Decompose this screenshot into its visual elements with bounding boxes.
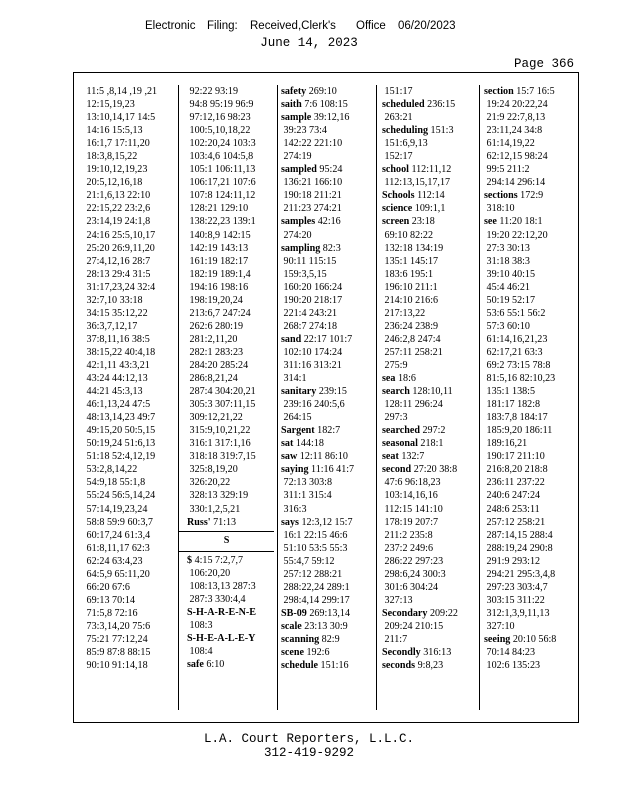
index-entry: S-H-A-R-E-N-E	[187, 606, 256, 618]
index-entry-continuation: 55:4,7 59:12	[281, 555, 335, 567]
index-entry-continuation: 108:3	[187, 619, 213, 631]
filing-word-received: Received,Clerk's	[250, 20, 336, 32]
index-entry-continuation: 190:17 211:10	[484, 451, 545, 463]
index-entry-continuation: 46:1,13,24 47:5	[84, 399, 151, 411]
index-entry-continuation: 301:6 304:24	[382, 581, 439, 593]
index-entry-continuation: 81:5,16 82:10,23	[484, 373, 556, 385]
index-entry-continuation: 28:13 29:4 31:5	[84, 268, 151, 280]
index-entry-continuation: 102:20,24 103:3	[187, 138, 256, 150]
index-entry-continuation: 237:2 249:6	[382, 542, 434, 554]
filing-word-filing: Filing:	[207, 20, 238, 32]
index-entry: saith 7:6 108:15	[281, 99, 348, 111]
index-entry-continuation: 31:17,23,24 32:4	[84, 281, 156, 293]
index-entry-continuation: 19:24 20:22,24	[484, 99, 548, 111]
index-entry-continuation: 128:11 296:24	[382, 399, 443, 411]
index-entry: science 109:1,1	[382, 203, 446, 215]
index-entry-continuation: 217:13,22	[382, 307, 426, 319]
index-column-3	[277, 85, 373, 710]
index-entry-continuation: 54:9,18 55:1,8	[84, 477, 146, 489]
index-entry-continuation: 297:3	[382, 412, 408, 424]
index-entry-continuation: 132:18 134:19	[382, 242, 444, 254]
index-entry: safe 6:10	[187, 658, 225, 670]
index-entry-continuation: 36:3,7,12,17	[84, 320, 138, 332]
index-entry: sand 22:17 101:7	[281, 333, 353, 345]
index-entry-continuation: 55:24 56:5,14,24	[84, 490, 156, 502]
index-entry-continuation: 51:10 53:5 55:3	[281, 542, 348, 554]
index-entry-continuation: 21:1,6,13 22:10	[84, 190, 151, 202]
index-entry-continuation: 298:4,14 299:17	[281, 594, 350, 606]
index-entry-continuation: 311:16 313:21	[281, 359, 342, 371]
index-entry-continuation: 102:6 135:23	[484, 660, 541, 672]
index-entry-continuation: 325:8,19,20	[187, 464, 238, 476]
index-entry-continuation: 44:21 45:3,13	[84, 386, 143, 398]
index-entry-continuation: 312:1,3,9,11,13	[484, 607, 550, 619]
index-entry-continuation: 136:21 166:10	[281, 177, 343, 189]
index-entry-continuation: 97:12,16 98:23	[187, 112, 251, 124]
index-entry-continuation: 303:15 311:22	[484, 594, 545, 606]
index-entry-continuation: 315:9,10,21,22	[187, 425, 251, 437]
index-entry-continuation: 190:18 211:21	[281, 190, 342, 202]
index-entry-continuation: 236:24 238:9	[382, 320, 439, 332]
index-entry: seasonal 218:1	[382, 438, 444, 450]
index-entry-continuation: 160:20 166:24	[281, 281, 343, 293]
index-entry-continuation: 99:5 211:2	[484, 164, 530, 176]
index-entry: scale 23:13 30:9	[281, 620, 348, 632]
index-entry: sat 144:18	[281, 438, 324, 450]
index-entry: says 12:3,12 15:7	[281, 516, 353, 528]
index-entry: SB-09 269:13,14	[281, 607, 350, 619]
index-entry-continuation: 151:6,9,13	[382, 138, 428, 150]
index-entry-continuation: 51:18 52:4,12,19	[84, 451, 156, 463]
index-entry-continuation: 62:12,15 98:24	[484, 151, 548, 163]
index-entry-continuation: 38:15,22 40:4,18	[84, 346, 156, 358]
index-entry-continuation: 190:20 218:17	[281, 294, 343, 306]
index-entry-continuation: 257:12 258:21	[484, 516, 546, 528]
index-entry-continuation: 112:13,15,17,17	[382, 177, 451, 189]
index-entry-continuation: 16:1 22:15 46:6	[281, 529, 348, 541]
index-entry-continuation: 47:6 96:18,23	[382, 477, 441, 489]
index-entry-continuation: 64:5,9 65:11,20	[84, 568, 150, 580]
index-entry-continuation: 257:11 258:21	[382, 346, 443, 358]
index-entry-continuation: 45:4 46:21	[484, 281, 530, 293]
index-entry: see 11:20 18:1	[484, 216, 543, 228]
index-entry: sampling 82:3	[281, 242, 341, 254]
index-entry-continuation: 211:7	[382, 633, 408, 645]
index-entry-continuation: 185:9,20 186:11	[484, 425, 553, 437]
index-entry-continuation: 50:19,24 51:6,13	[84, 438, 156, 450]
index-column-2	[178, 85, 274, 710]
index-entry-continuation: 31:18 38:3	[484, 255, 530, 267]
index-entry-continuation: 330:1,2,5,21	[187, 503, 241, 515]
index-entry-continuation: 142:22 221:10	[281, 138, 343, 150]
index-entry-continuation: 196:10 211:1	[382, 281, 438, 293]
index-entry-continuation: 69:2 73:15 78:8	[484, 359, 551, 371]
index-entry: sampled 95:24	[281, 164, 343, 176]
filing-date: 06/20/2023	[398, 20, 456, 32]
index-entry-continuation: 239:16 240:5,6	[281, 399, 345, 411]
index-entry-continuation: 248:6 253:11	[484, 503, 540, 515]
index-entry: scanning 82:9	[281, 633, 340, 645]
index-entry-continuation: 16:1,7 17:11,20	[84, 138, 150, 150]
page-number: Page 366	[513, 57, 574, 71]
index-entry-continuation: 92:22 93:19	[187, 86, 239, 97]
index-column-5	[479, 85, 577, 710]
index-entry-continuation: 60:17,24 61:3,4	[84, 529, 151, 541]
index-entry-continuation: 103:4,6 104:5,8	[187, 151, 254, 163]
index-entry-continuation: 297:23 303:4,7	[484, 581, 548, 593]
index-entry-continuation: 58:8 59:9 60:3,7	[84, 516, 153, 528]
reporter-phone: 312-419-9292	[263, 746, 354, 760]
index-entry-continuation: 107:8 124:11,12	[187, 190, 256, 202]
index-entry-continuation: 274:19	[281, 151, 312, 163]
index-entry-continuation: 135:1 138:5	[484, 386, 536, 398]
index-entry-continuation: 135:1 145:17	[382, 255, 439, 267]
index-entry-continuation: 326:20,22	[187, 477, 231, 489]
index-entry-continuation: 209:24 210:15	[382, 620, 444, 632]
index-entry-continuation: 53:6 55:1 56:2	[484, 307, 546, 319]
index-entry-continuation: 161:19 182:17	[187, 255, 249, 267]
index-entry-continuation: 257:12 288:21	[281, 568, 343, 580]
index-entry-continuation: 182:19 189:1,4	[187, 268, 251, 280]
index-entry-continuation: 287:3 330:4,4	[187, 593, 246, 605]
index-entry-continuation: 178:19 207:7	[382, 516, 439, 528]
index-entry-continuation: 62:24 63:4,23	[84, 555, 143, 567]
index-entry-continuation: 282:1 283:23	[187, 346, 244, 358]
index-entry-continuation: 287:14,15 288:4	[484, 529, 553, 541]
index-entry: Sargent 182:7	[281, 425, 341, 437]
index-entry: screen 23:18	[382, 216, 435, 228]
index-entry-continuation: 268:7 274:18	[281, 320, 338, 332]
index-entry-continuation: 12:15,19,23	[84, 99, 135, 111]
index-entry-continuation: 318:10	[484, 203, 515, 215]
index-entry-continuation: 53:2,8,14,22	[84, 464, 138, 476]
index-column-1	[84, 85, 175, 710]
footer	[0, 732, 618, 760]
index-entry-continuation: 216:8,20 218:8	[484, 464, 548, 476]
index-entry: search 128:10,11	[382, 386, 453, 398]
index-entry-continuation: 27:4,12,16 28:7	[84, 255, 151, 267]
index-entry-continuation: 311:1 315:4	[281, 490, 332, 502]
index-entry-continuation: 213:6,7 247:24	[187, 307, 251, 319]
index-entry-continuation: 90:10 91:14,18	[84, 660, 148, 672]
index-entry-continuation: 294:21 295:3,4,8	[484, 568, 556, 580]
index-entry: section 15:7 16:5	[484, 86, 555, 97]
index-entry-continuation: 57:14,19,23,24	[84, 503, 148, 515]
index-entry-continuation: 22:15,22 23:2,6	[84, 203, 151, 215]
index-entry-continuation: 287:4 304:20,21	[187, 386, 256, 398]
index-entry-continuation: 214:10 216:6	[382, 294, 439, 306]
index-column-4	[376, 85, 476, 710]
index-entry: searched 297:2	[382, 425, 446, 437]
index-entry-continuation: 69:10 82:22	[382, 229, 434, 241]
index-entry-continuation: 21:9 22:7,8,13	[484, 112, 546, 124]
index-entry-continuation: 286:8,21,24	[187, 373, 238, 385]
index-entry-continuation: 314:1	[281, 373, 307, 385]
index-frame	[73, 72, 579, 723]
index-entry: scheduled 236:15	[382, 99, 456, 111]
index-entry: Schools 112:14	[382, 190, 445, 202]
index-letter-heading: S	[179, 531, 274, 552]
index-entry-continuation: 34:15 35:12,22	[84, 307, 148, 319]
index-entry-continuation: 105:1 106:11,13	[187, 164, 256, 176]
index-entry-continuation: 14:16 15:5,13	[84, 125, 143, 137]
index-entry-continuation: 211:2 235:8	[382, 529, 433, 541]
index-entry-continuation: 262:6 280:19	[187, 320, 244, 332]
filing-word-office: Office	[356, 20, 386, 32]
index-entry: seat 132:7	[382, 451, 425, 463]
index-entry: second 27:20 38:8	[382, 464, 458, 476]
index-entry-continuation: 23:11,24 34:8	[484, 125, 543, 137]
index-entry-continuation: 128:21 129:10	[187, 203, 249, 215]
index-entry-continuation: 138:22,23 139:1	[187, 216, 256, 228]
index-entry-continuation: 39:23 73:4	[281, 125, 327, 137]
index-entry-continuation: 211:23 274:21	[281, 203, 342, 215]
index-entry-continuation: 181:17 182:8	[484, 399, 541, 411]
index-entry: sample 39:12,16	[281, 112, 350, 124]
index-entry-continuation: 305:3 307:11,15	[187, 399, 256, 411]
index-entry-continuation: 108:4	[187, 645, 213, 657]
index-entry-continuation: 194:16 198:16	[187, 281, 249, 293]
index-entry-continuation: 291:9 293:12	[484, 555, 541, 567]
index-entry-continuation: 288:19,24 290:8	[484, 542, 553, 554]
index-entry-continuation: 69:13 70:14	[84, 594, 136, 606]
index-entry-continuation: 281:2,11,20	[187, 333, 238, 345]
index-entry: sections 172:9	[484, 190, 544, 202]
index-entry: scheduling 151:3	[382, 125, 454, 137]
index-entry: safety 269:10	[281, 86, 337, 97]
index-entry-continuation: 49:15,20 50:5,15	[84, 425, 156, 437]
index-entry-continuation: 85:9 87:8 88:15	[84, 647, 151, 659]
index-entry-continuation: 275:9	[382, 359, 408, 371]
index-entry-continuation: 328:13 329:19	[187, 490, 249, 502]
index-entry-continuation: 183:6 195:1	[382, 268, 434, 280]
index-entry-continuation: 90:11 115:15	[281, 255, 337, 267]
index-entry-continuation: 100:5,10,18,22	[187, 125, 251, 137]
index-entry: $ 4:15 7:2,7,7	[187, 554, 244, 566]
index-entry-continuation: 198:19,20,24	[187, 294, 243, 306]
index-entry: saying 11:16 41:7	[281, 464, 355, 476]
index-entry-continuation: 221:4 243:21	[281, 307, 338, 319]
index-entry-continuation: 298:6,24 300:3	[382, 568, 446, 580]
index-entry-continuation: 37:8,11,16 38:5	[84, 333, 150, 345]
index-entry-continuation: 183:7,8 184:17	[484, 412, 548, 424]
filing-word-electronic: Electronic	[145, 20, 196, 32]
index-entry-continuation: 73:3,14,20 75:6	[84, 620, 151, 632]
index-entry-continuation: 19:20 22:12,20	[484, 229, 548, 241]
index-entry-continuation: 61:14,16,21,23	[484, 333, 548, 345]
index-entry-continuation: 142:19 143:13	[187, 242, 249, 254]
transcript-date: June 14, 2023	[260, 36, 358, 50]
index-entry-continuation: 42:1,11 43:3,21	[84, 359, 150, 371]
index-entry-continuation: 71:5,8 72:16	[84, 607, 138, 619]
index-entry-continuation: 62:17,21 63:3	[484, 346, 543, 358]
index-entry-continuation: 20:5,12,16,18	[84, 177, 143, 189]
index-entry: sea 18:6	[382, 373, 416, 385]
index-entry-continuation: 61:14,19,22	[484, 138, 535, 150]
index-entry: sanitary 239:15	[281, 386, 347, 398]
index-entry-continuation: 11:5 ,8,14 ,19 ,21	[84, 86, 158, 97]
index-entry-continuation: 264:15	[281, 412, 312, 424]
index-entry-continuation: 39:10 40:15	[484, 268, 536, 280]
index-entry-continuation: 288:22,24 289:1	[281, 581, 350, 593]
index-entry-continuation: 66:20 67:6	[84, 581, 130, 593]
index-entry-continuation: 316:3	[281, 503, 307, 515]
index-entry-continuation: 318:18 319:7,15	[187, 451, 256, 463]
index-entry-continuation: 70:14 84:23	[484, 647, 536, 659]
index-entry: scene 192:6	[281, 647, 330, 659]
index-entry-continuation: 13:10,14,17 14:5	[84, 112, 156, 124]
index-entry-continuation: 103:14,16,16	[382, 490, 438, 502]
index-entry-continuation: 48:13,14,23 49:7	[84, 412, 156, 424]
index-entry-continuation: 106:17,21 107:6	[187, 177, 256, 189]
index-entry-continuation: 72:13 303:8	[281, 477, 333, 489]
index-entry-continuation: 43:24 44:12,13	[84, 373, 148, 385]
index-entry: seconds 9:8,23	[382, 660, 444, 672]
index-entry-continuation: 327:10	[484, 620, 515, 632]
index-entry-continuation: 102:10 174:24	[281, 346, 343, 358]
index-entry-continuation: 140:8,9 142:15	[187, 229, 251, 241]
index-entry-continuation: 61:8,11,17 62:3	[84, 542, 150, 554]
index-entry-continuation: 19:10,12,19,23	[84, 164, 148, 176]
index-entry-continuation: 75:21 77:12,24	[84, 633, 148, 645]
index-entry-continuation: 18:3,8,15,22	[84, 151, 138, 163]
index-entry: Russ' 71:13	[187, 516, 237, 528]
index-entry-continuation: 50:19 52:17	[484, 294, 536, 306]
index-entry-continuation: 94:8 95:19 96:9	[187, 99, 254, 111]
index-entry-continuation: 189:16,21	[484, 438, 528, 450]
index-entry: schedule 151:16	[281, 660, 349, 672]
index-entry-continuation: 274:20	[281, 229, 312, 241]
index-entry-continuation: 152:17	[382, 151, 413, 163]
index-entry: seeing 20:10 56:8	[484, 633, 557, 645]
index-entry-continuation: 309:12,21,22	[187, 412, 243, 424]
index-entry-continuation: 32:7,10 33:18	[84, 294, 143, 306]
index-entry-continuation: 57:3 60:10	[484, 320, 530, 332]
index-entry-continuation: 316:1 317:1,16	[187, 438, 251, 450]
index-entry: school 112:11,12	[382, 164, 452, 176]
index-entry: saw 12:11 86:10	[281, 451, 348, 463]
index-entry-continuation: 286:22 297:23	[382, 555, 444, 567]
index-entry-continuation: 23:14,19 24:1,8	[84, 216, 151, 228]
index-entry-continuation: 112:15 141:10	[382, 503, 443, 515]
index-entry-continuation: 294:14 296:14	[484, 177, 546, 189]
index-entry-continuation: 106:20,20	[187, 567, 231, 579]
reporter-company: L.A. Court Reporters, L.L.C.	[203, 732, 415, 746]
index-entry-continuation: 159:3,5,15	[281, 268, 327, 280]
index-entry: S-H-E-A-L-E-Y	[187, 632, 256, 644]
index-entry-continuation: 25:20 26:9,11,20	[84, 242, 155, 254]
index-entry: samples 42:16	[281, 216, 341, 228]
index-entry-continuation: 24:16 25:5,10,17	[84, 229, 156, 241]
index-entry-continuation: 151:17	[382, 86, 413, 97]
index-entry-continuation: 240:6 247:24	[484, 490, 541, 502]
index-entry-continuation: 108:13,13 287:3	[187, 580, 256, 592]
index-entry: Secondary 209:22	[382, 607, 458, 619]
index-entry-continuation: 246:2,8 247:4	[382, 333, 441, 345]
index-entry-continuation: 27:3 30:13	[484, 242, 530, 254]
index-entry-continuation: 263:21	[382, 112, 413, 124]
index-entry-continuation: 236:11 237:22	[484, 477, 545, 489]
index-entry-continuation: 327:13	[382, 594, 413, 606]
index-entry: Secondly 316:13	[382, 647, 452, 659]
index-entry-continuation: 284:20 285:24	[187, 359, 249, 371]
